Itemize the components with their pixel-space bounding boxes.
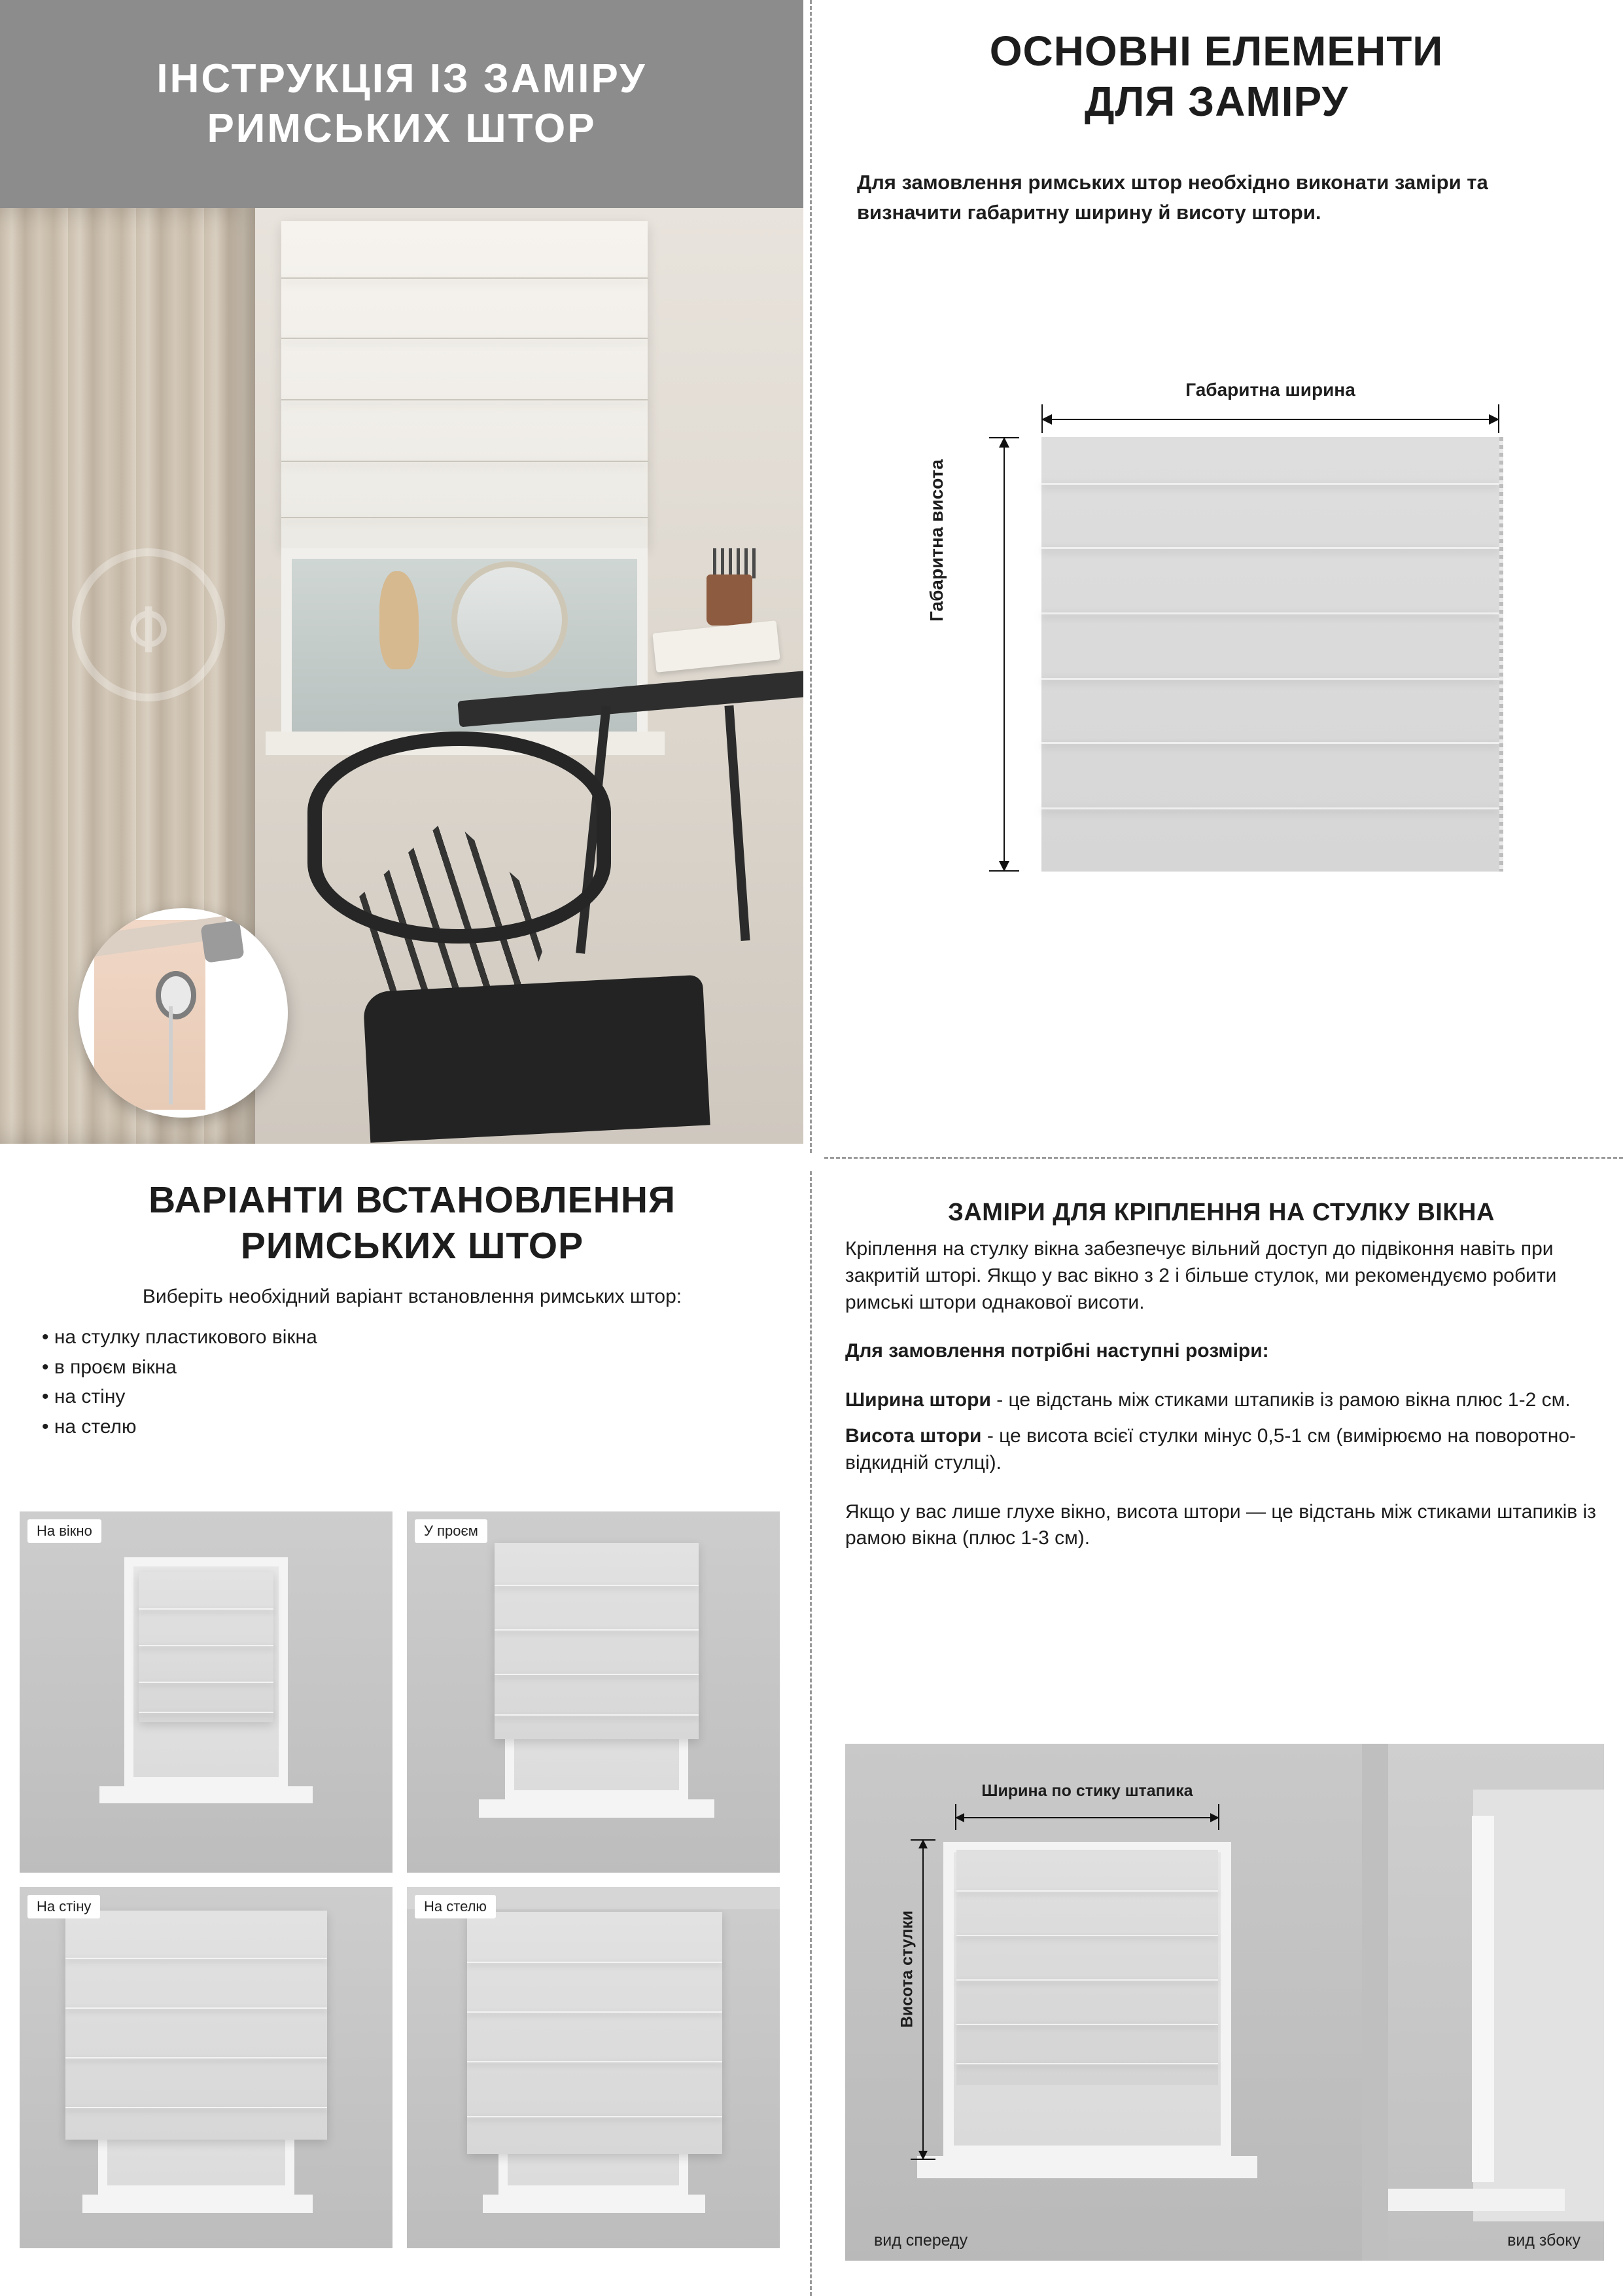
variant-on-wall <box>20 1887 393 2248</box>
width-rule-text: - це відстань між стиками штапиків із рамою вікна плюс 1-2 см. <box>990 1389 1571 1411</box>
overall-height-label: Габаритна висота <box>926 459 947 622</box>
sash-height-arrow <box>922 1839 924 2160</box>
list-item: • на стіну <box>42 1382 798 1412</box>
photo-chair-seat <box>362 975 710 1143</box>
overall-width-label: Габаритна ширина <box>1185 380 1355 400</box>
instruction-title-line2: РИМСЬКИХ ШТОР <box>207 106 597 151</box>
vertical-divider-bottom <box>810 1171 812 2296</box>
width-arrow <box>1041 419 1499 420</box>
diagram-window-sill <box>917 2156 1257 2178</box>
watermark-icon: ⌽ <box>72 548 225 701</box>
variant-blind <box>65 1911 327 2140</box>
side-view-frame <box>1472 1816 1494 2182</box>
side-view <box>1388 1744 1604 2261</box>
photo-mirror <box>451 561 568 678</box>
callout-bracket <box>200 920 244 963</box>
variant-on-sash <box>20 1511 393 1873</box>
list-item: • на стелю <box>42 1412 798 1442</box>
sash-measurement-p2 <box>845 1338 1597 1365</box>
variant-blind <box>467 1912 722 2154</box>
height-rule <box>845 1423 1597 1477</box>
main-elements-title-line1: ОСНОВНІ ЕЛЕМЕНТИ <box>989 27 1444 75</box>
sash-measurement-section <box>845 1199 1597 1552</box>
height-rule-text: - це висота всієї стулки мінус 0,5-1 см (вимірюємо на поворотно-відкидній стулці). <box>845 1424 1577 1474</box>
instruction-title-line1: ІНСТРУКЦІЯ ІЗ ЗАМІРУ <box>156 56 647 102</box>
width-rule-label: Ширина штори <box>845 1389 991 1411</box>
callout-cord <box>169 1006 173 1104</box>
photo-cup <box>707 574 752 626</box>
bead-width-label: Ширина по стику штапика <box>981 1782 1193 1800</box>
variants-title-line2: РИМСЬКИХ ШТОР <box>240 1224 584 1267</box>
photo-roman-blind <box>281 221 648 548</box>
sash-measurement-diagram <box>845 1744 1604 2261</box>
variant-image-grid <box>20 1511 792 2248</box>
side-view-sill <box>1388 2189 1565 2211</box>
variant-blind <box>139 1572 273 1722</box>
sash-measurement-p1: Кріплення на стулку вікна забезпечує вільний доступ до підвіконня навіть при закритій шторі. Якщо у вас вікно з 2 і більше стулок, ми рекомендуємо робити римські штори однакової висоти. <box>845 1238 1557 1313</box>
variant-tag: На стіну <box>27 1895 100 1918</box>
vertical-divider-top <box>810 0 812 1153</box>
variant-on-ceiling <box>407 1887 780 2248</box>
horizontal-divider <box>824 1157 1623 1159</box>
roman-blind-room-photo <box>0 208 803 1144</box>
photo-vase <box>379 571 419 669</box>
caption-front-view: вид спереду <box>874 2231 968 2250</box>
variant-in-opening <box>407 1511 780 1873</box>
instruction-header <box>0 0 803 208</box>
list-item: • в проєм вікна <box>42 1352 798 1383</box>
variant-blind <box>495 1543 699 1739</box>
height-rule-label: Висота штори <box>845 1424 982 1447</box>
diagram-sash-blind <box>956 1850 1218 2085</box>
main-elements-section <box>826 26 1607 228</box>
deaf-window-note: Якщо у вас лише глухе вікно, висота штори — це відстань між стиками штапиків із рамою вікна (плюс 1-3 см). <box>845 1500 1596 1549</box>
variant-tag: На стелю <box>415 1895 496 1918</box>
main-elements-intro: Для замовлення римських штор необхідно виконати заміри та визначити габаритну ширину й висоту штори. <box>857 170 1488 224</box>
height-arrow <box>1003 437 1005 872</box>
bead-width-arrow <box>955 1817 1219 1818</box>
mounting-detail-callout <box>79 908 288 1118</box>
variants-subtitle: Виберіть необхідний варіант встановлення римських штор: <box>142 1286 682 1308</box>
width-rule <box>845 1387 1597 1414</box>
variant-tag: На вікно <box>27 1519 101 1543</box>
sash-measurement-title: ЗАМІРИ ДЛЯ КРІПЛЕННЯ НА СТУЛКУ ВІКНА <box>948 1199 1495 1226</box>
variant-tag: У проєм <box>415 1519 487 1543</box>
diagram-roman-blind <box>1041 437 1503 872</box>
sash-height-label: Висота стулки <box>898 1910 916 2028</box>
main-elements-title-line2: ДЛЯ ЗАМІРУ <box>1084 77 1349 125</box>
overall-dimensions-diagram <box>826 380 1611 942</box>
variants-title-line1: ВАРІАНТИ ВСТАНОВЛЕННЯ <box>148 1179 676 1221</box>
variants-option-list <box>42 1322 798 1441</box>
diagram-side-chain <box>1499 437 1503 872</box>
caption-side-view: вид збоку <box>1507 2231 1580 2250</box>
installation-variants-section <box>26 1178 798 1441</box>
sash-measurement-p2-text: Для замовлення потрібні наступні розміри: <box>845 1340 1269 1362</box>
callout-ring <box>156 971 196 1019</box>
list-item: • на стулку пластикового вікна <box>42 1322 798 1352</box>
